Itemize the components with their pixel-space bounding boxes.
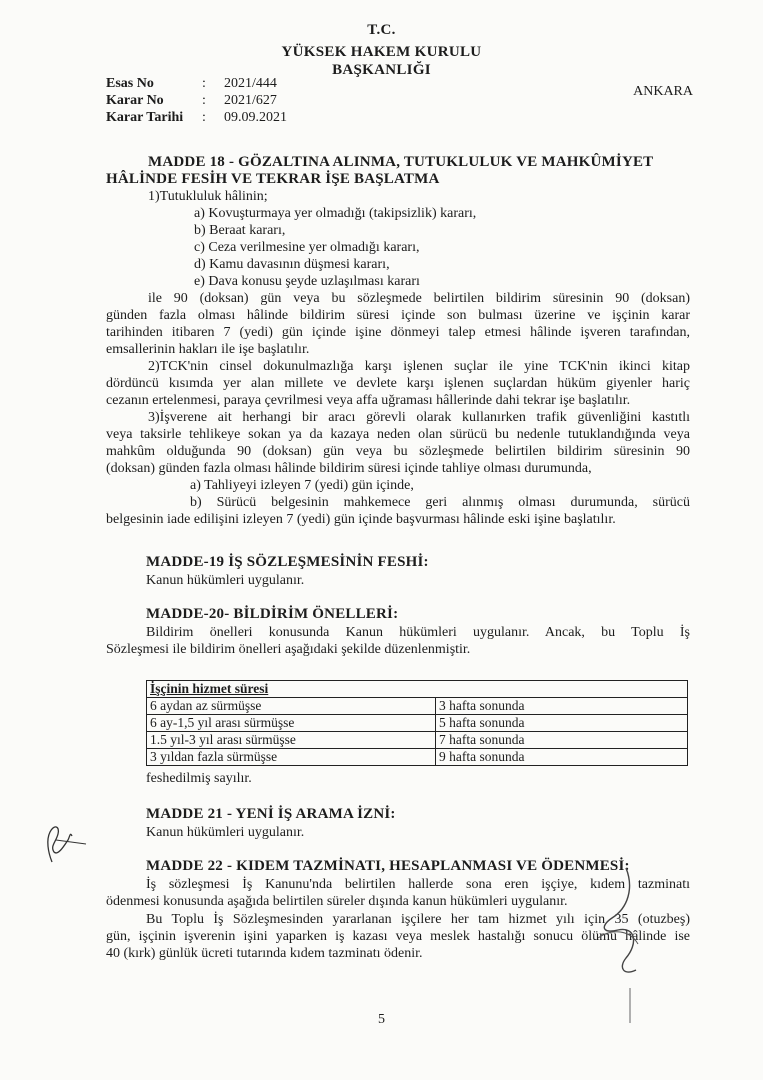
meta-sep: : — [202, 76, 206, 91]
table-cell: 6 ay-1,5 yıl arası sürmüşse — [147, 715, 436, 732]
text-line: İş sözleşmesi İş Kanunu'nda belirtilen hallerde sona eren işçiye, kıdem tazminatı — [146, 877, 690, 892]
text-line: 40 (kırk) günlük ücreti tutarında kıdem tazminatı ödenir. — [106, 946, 423, 961]
header-institution: YÜKSEK HAKEM KURULU — [281, 44, 482, 60]
madde-21-body: Kanun hükümleri uygulanır. — [146, 825, 305, 840]
madde-20-body — [106, 624, 690, 658]
table-row — [147, 749, 688, 766]
case-metadata — [106, 75, 287, 126]
table-row — [147, 715, 688, 732]
text-line: gün, işçinin işverenin işini yaparken iş kazası veya meslek hastalığı sonucu ölümü hâlinde ise — [106, 929, 690, 944]
meta-value: 2021/627 — [224, 93, 277, 108]
list-item: b) Beraat kararı, — [194, 223, 286, 238]
meta-label: Karar Tarihi — [106, 110, 184, 125]
list-item: c) Ceza verilmesine yer olmadığı kararı, — [194, 240, 420, 255]
madde-18-p3-a: a) Tahliyeyi izleyen 7 (yedi) gün içinde, — [190, 478, 414, 493]
text-line: veya taksirle tehlikeye sokan ya da kazaya neden olan sürücü bu nedenle tutuklandığında veya — [106, 427, 690, 442]
madde-18-p3-b — [106, 494, 690, 528]
text-line: günden fazla olması hâlinde bildirim süresi içinde son bulması üzerine ve işçinin karar — [106, 308, 690, 323]
text-line: ödenmesi konusunda aşağıda belirtilen süreler dışında kanun hükümleri uygulanır. — [106, 894, 568, 909]
text-line: 3)İşverene ait herhangi bir aracı görevli olarak kullanırken trafik güvenliğini kastıtlı — [148, 410, 690, 425]
meta-sep: : — [202, 110, 206, 125]
header-tc: T.C. — [367, 22, 396, 38]
text-line: Sözleşmesi ile bildirim önelleri aşağıdaki şekilde düzenlenmiştir. — [106, 642, 471, 657]
notice-period-table — [146, 680, 688, 766]
table-row — [147, 732, 688, 749]
meta-row-karar — [106, 92, 287, 109]
text-line: 2)TCK'nin cinsel dokunulmazlığa karşı işlenen suçlar ile yine TCK'nin ikinci kitap — [148, 359, 690, 374]
madde-19-body: Kanun hükümleri uygulanır. — [146, 573, 305, 588]
text-line: Bu Toplu İş Sözleşmesinden yararlanan işçilere her tam hizmet yılı için 35 (otuzbeş) — [146, 912, 690, 927]
text-line: dördüncü kısımda yer alan millete ve devlete karşı işlenen suçlardan hüküm giyenler hariç — [106, 376, 690, 391]
page-number: 5 — [378, 1012, 385, 1027]
city: ANKARA — [633, 84, 693, 99]
text-line: cezanın ertelenmesi, paraya çevrilmesi veya affa uğraması hâllerinde dahi tekrar işe başlatılır. — [106, 393, 631, 408]
list-item: e) Dava konusu şeyde uzlaşılması kararı — [194, 274, 420, 289]
text-line: b) Sürücü belgesinin mahkemece geri alınmış olması durumunda, sürücü — [190, 495, 690, 510]
table-cell: 3 hafta sonunda — [436, 698, 688, 715]
text-line: mahkûm olduğunda 90 (doksan) gün veya bu sözleşmede belirtilen bildirim süresinin 90 — [106, 444, 690, 459]
madde-18-p2 — [106, 358, 690, 409]
list-item: a) Kovuşturmaya yer olmadığı (takipsizlik) kararı, — [194, 206, 477, 221]
meta-label: Karar No — [106, 93, 164, 108]
meta-value: 09.09.2021 — [224, 110, 287, 125]
table-header-row — [147, 681, 688, 698]
madde-20-title: MADDE-20- BİLDİRİM ÖNELLERİ: — [146, 606, 399, 622]
handwritten-signature — [578, 858, 658, 1028]
text-line: (doksan) günden fazla olması hâlinde bildirim süresi içinde tahliye olması durumunda, — [106, 461, 592, 476]
header-presidency: BAŞKANLIĞI — [332, 62, 431, 78]
table-cell: 6 aydan az sürmüşse — [147, 698, 436, 715]
text-line: belgesinin iade edilişini izleyen 7 (yedi) gün içinde başvurması hâlinde eski işine başlatılır. — [106, 512, 616, 527]
madde-18-p1-intro: 1)Tutukluluk hâlinin; — [148, 189, 268, 204]
handwritten-initial — [34, 812, 90, 868]
table-row — [147, 698, 688, 715]
text-line: tarihinden itibaren 7 (yedi) gün içinde işine dönmeyi talep etmesi hâlinde işveren tarafından, — [106, 325, 690, 340]
meta-sep: : — [202, 93, 206, 108]
meta-value: 2021/444 — [224, 76, 277, 91]
table-cell: 5 hafta sonunda — [436, 715, 688, 732]
meta-row-tarih — [106, 109, 287, 126]
table-cell: 7 hafta sonunda — [436, 732, 688, 749]
madde-20-after: feshedilmiş sayılır. — [146, 771, 252, 786]
madde-22-title: MADDE 22 - KIDEM TAZMİNATI, HESAPLANMASI VE ÖDENMESİ: — [146, 858, 630, 874]
madde-18-title: MADDE 18 - GÖZALTINA ALINMA, TUTUKLULUK VE MAHKÛMİYET — [148, 154, 654, 170]
meta-row-esas — [106, 75, 287, 92]
madde-21-title: MADDE 21 - YENİ İŞ ARAMA İZNİ: — [146, 806, 396, 822]
madde-18-title-cont: HÂLİNDE FESİH VE TEKRAR İŞE BAŞLATMA — [106, 171, 440, 187]
meta-label: Esas No — [106, 76, 154, 91]
table-cell: 9 hafta sonunda — [436, 749, 688, 766]
madde-18-p3 — [106, 409, 690, 477]
list-item: d) Kamu davasının düşmesi kararı, — [194, 257, 390, 272]
text-line: emsallerinin hakları ile işe başlatılır. — [106, 342, 310, 357]
table-cell: 3 yıldan fazla sürmüşse — [147, 749, 436, 766]
table-header: İşçinin hizmet süresi — [147, 681, 688, 698]
text-line: ile 90 (doksan) gün veya bu sözleşmede belirtilen bildirim süresinin 90 (doksan) — [148, 291, 690, 306]
madde-19-title: MADDE-19 İŞ SÖZLEŞMESİNİN FESHİ: — [146, 554, 429, 570]
madde-18-p1 — [106, 290, 690, 358]
table-cell: 1.5 yıl-3 yıl arası sürmüşse — [147, 732, 436, 749]
text-line: Bildirim önelleri konusunda Kanun hükümleri uygulanır. Ancak, bu Toplu İş — [146, 625, 690, 640]
